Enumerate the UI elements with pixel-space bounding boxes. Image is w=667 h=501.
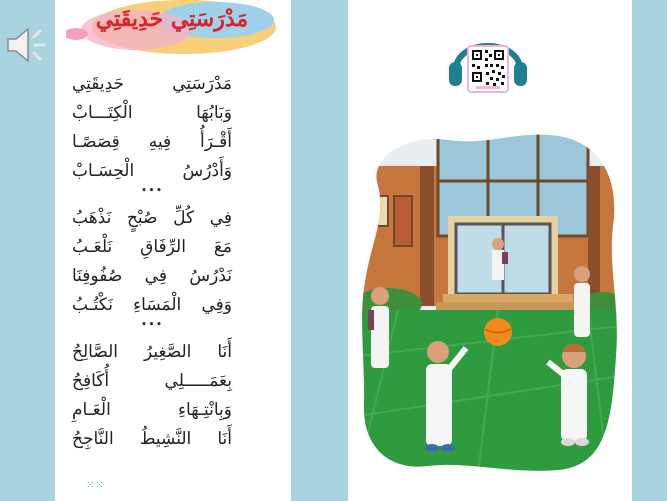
poem-line: وَبَابُهَا الْكِتَـــابْ — [72, 103, 232, 123]
lesson-title-banner — [66, 0, 278, 58]
poem-line: أَنَا الصَّغِيرُ الصَّالِحُ — [72, 342, 232, 362]
stanza-separator: ••• — [140, 318, 164, 331]
school-illustration — [358, 126, 620, 474]
page-marker-dots: ⁙⁙ — [86, 480, 105, 491]
speaker-icon[interactable] — [4, 22, 50, 68]
poem-line: مَعَ الرِّفَاقِ نَلْعَـبُ — [72, 237, 232, 257]
poem-line: مَدْرَسَتِي حَدِيقَتِي — [72, 74, 232, 94]
headphones-qr-icon[interactable] — [446, 20, 530, 104]
poem-line: وَأَدْرُسُ الْحِسَـابْ — [72, 161, 232, 181]
page-gutter — [291, 0, 348, 501]
poem-line: نَدْرُسُ فِي صُفُوفِنَا — [72, 266, 232, 286]
poem — [72, 70, 232, 454]
poem-line: فِي كُلِّ صُبْحٍ نَذْهَبُ — [72, 208, 232, 228]
poem-line: وَبِانْتِـهَاءِ الْعَـامِ — [72, 400, 232, 420]
lesson-title: مَدْرَسَتِي حَدِيقَتِي — [95, 6, 249, 32]
poem-line: وَفِي الْمَسَاءِ نَكْتُـبُ — [72, 295, 232, 315]
poem-line: بِعَمَـــــلِي أُكَافِحُ — [72, 371, 232, 391]
poem-line: أَقْـرَأُ فِيهِ قِصَصًـا — [72, 132, 232, 152]
poem-line: أَنَا النَّشِيطُ النَّاجِحُ — [72, 429, 232, 449]
stanza-separator: ••• — [140, 184, 164, 197]
